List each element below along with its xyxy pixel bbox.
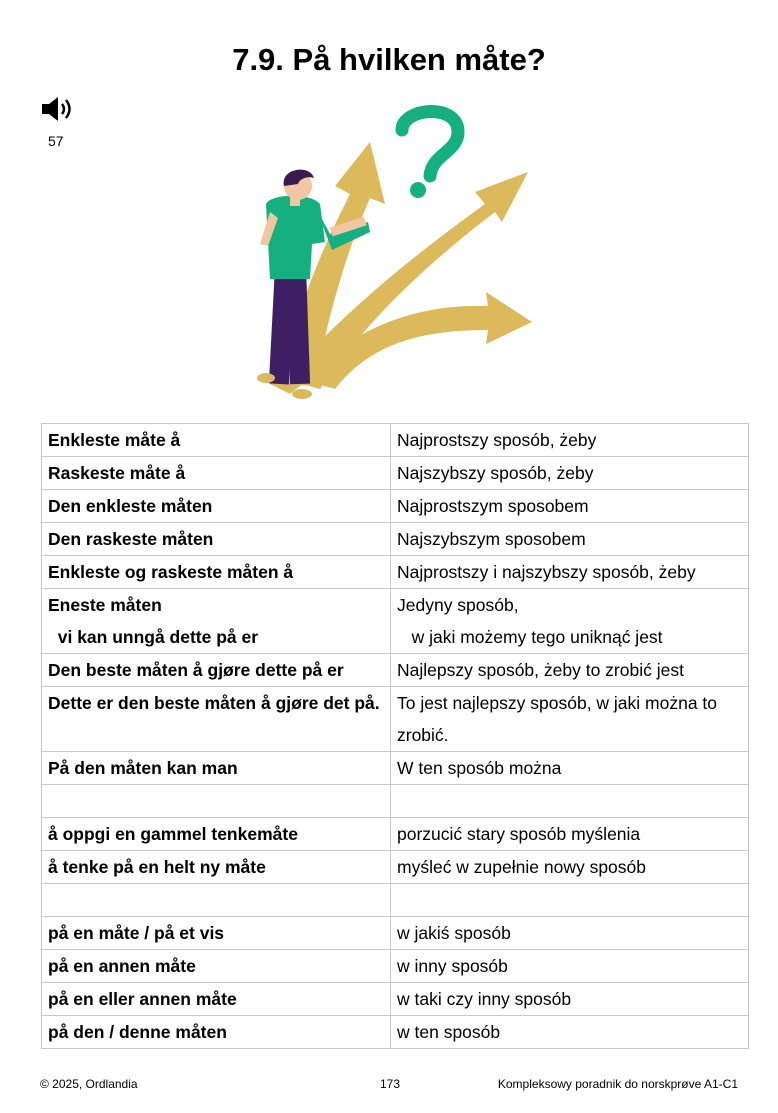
page-title: 7.9. På hvilken måte?: [232, 42, 546, 77]
polish-translation: Najlepszy sposób, żeby to zrobić jest: [391, 654, 749, 687]
table-row: [42, 950, 749, 983]
table-row: [42, 490, 749, 523]
polish-translation: myśleć w zupełnie nowy sposób: [391, 851, 749, 884]
audio-track-number: 57: [48, 133, 64, 149]
polish-translation: w inny sposób: [391, 950, 749, 983]
polish-translation: w jakiś sposób: [391, 917, 749, 950]
polish-translation: [391, 785, 749, 818]
norwegian-phrase: Eneste måten vi kan unngå dette på er: [42, 589, 391, 654]
polish-translation: porzucić stary sposób myślenia: [391, 818, 749, 851]
table-row: [42, 556, 749, 589]
question-mark-graphic: [402, 111, 458, 198]
table-row: [42, 785, 749, 818]
norwegian-phrase: På den måten kan man: [42, 752, 391, 785]
footer-book-title: Kompleksowy poradnik do norskprøve A1-C1: [497, 1077, 738, 1091]
vocabulary-table: [41, 423, 749, 1049]
speaker-icon[interactable]: [40, 94, 78, 124]
norwegian-phrase: Den enkleste måten: [42, 490, 391, 523]
table-row: [42, 687, 749, 752]
table-row: [42, 654, 749, 687]
polish-translation: W ten sposób można: [391, 752, 749, 785]
norwegian-phrase: på en annen måte: [42, 950, 391, 983]
table-row: [42, 457, 749, 490]
polish-translation: [391, 884, 749, 917]
footer-page-number: 173: [380, 1077, 401, 1091]
polish-translation: Najprostszym sposobem: [391, 490, 749, 523]
footer-copyright: © 2025, Ordlandia: [40, 1077, 138, 1091]
norwegian-phrase: å oppgi en gammel tenkemåte: [42, 818, 391, 851]
norwegian-phrase: på den / denne måten: [42, 1016, 391, 1049]
norwegian-phrase: Den beste måten å gjøre dette på er: [42, 654, 391, 687]
norwegian-phrase: å tenke på en helt ny måte: [42, 851, 391, 884]
norwegian-phrase: på en måte / på et vis: [42, 917, 391, 950]
polish-translation: To jest najlepszy sposób, w jaki można to zrobić.: [391, 687, 749, 752]
norwegian-phrase: Dette er den beste måten å gjøre det på.: [42, 687, 391, 752]
polish-translation: w ten sposób: [391, 1016, 749, 1049]
norwegian-phrase: Enkleste måte å: [42, 424, 391, 457]
table-row: [42, 752, 749, 785]
polish-translation: Najprostszy sposób, żeby: [391, 424, 749, 457]
norwegian-phrase: Raskeste måte å: [42, 457, 391, 490]
polish-translation: Najprostszy i najszybszy sposób, żeby: [391, 556, 749, 589]
norwegian-phrase: på en eller annen måte: [42, 983, 391, 1016]
table-row: [42, 983, 749, 1016]
table-row: [42, 851, 749, 884]
norwegian-phrase: Enkleste og raskeste måten å: [42, 556, 391, 589]
polish-translation: Jedyny sposób, w jaki możemy tego uniknąć jest: [391, 589, 749, 654]
polish-translation: w taki czy inny sposób: [391, 983, 749, 1016]
table-row: [42, 917, 749, 950]
table-row: [42, 523, 749, 556]
polish-translation: Najszybszym sposobem: [391, 523, 749, 556]
table-row: [42, 818, 749, 851]
table-row: [42, 589, 749, 654]
norwegian-phrase: [42, 785, 391, 818]
polish-translation: Najszybszy sposób, żeby: [391, 457, 749, 490]
table-row: [42, 1016, 749, 1049]
crossroads-illustration: [240, 94, 540, 404]
norwegian-phrase: Den raskeste måten: [42, 523, 391, 556]
table-row: [42, 424, 749, 457]
table-row: [42, 884, 749, 917]
norwegian-phrase: [42, 884, 391, 917]
